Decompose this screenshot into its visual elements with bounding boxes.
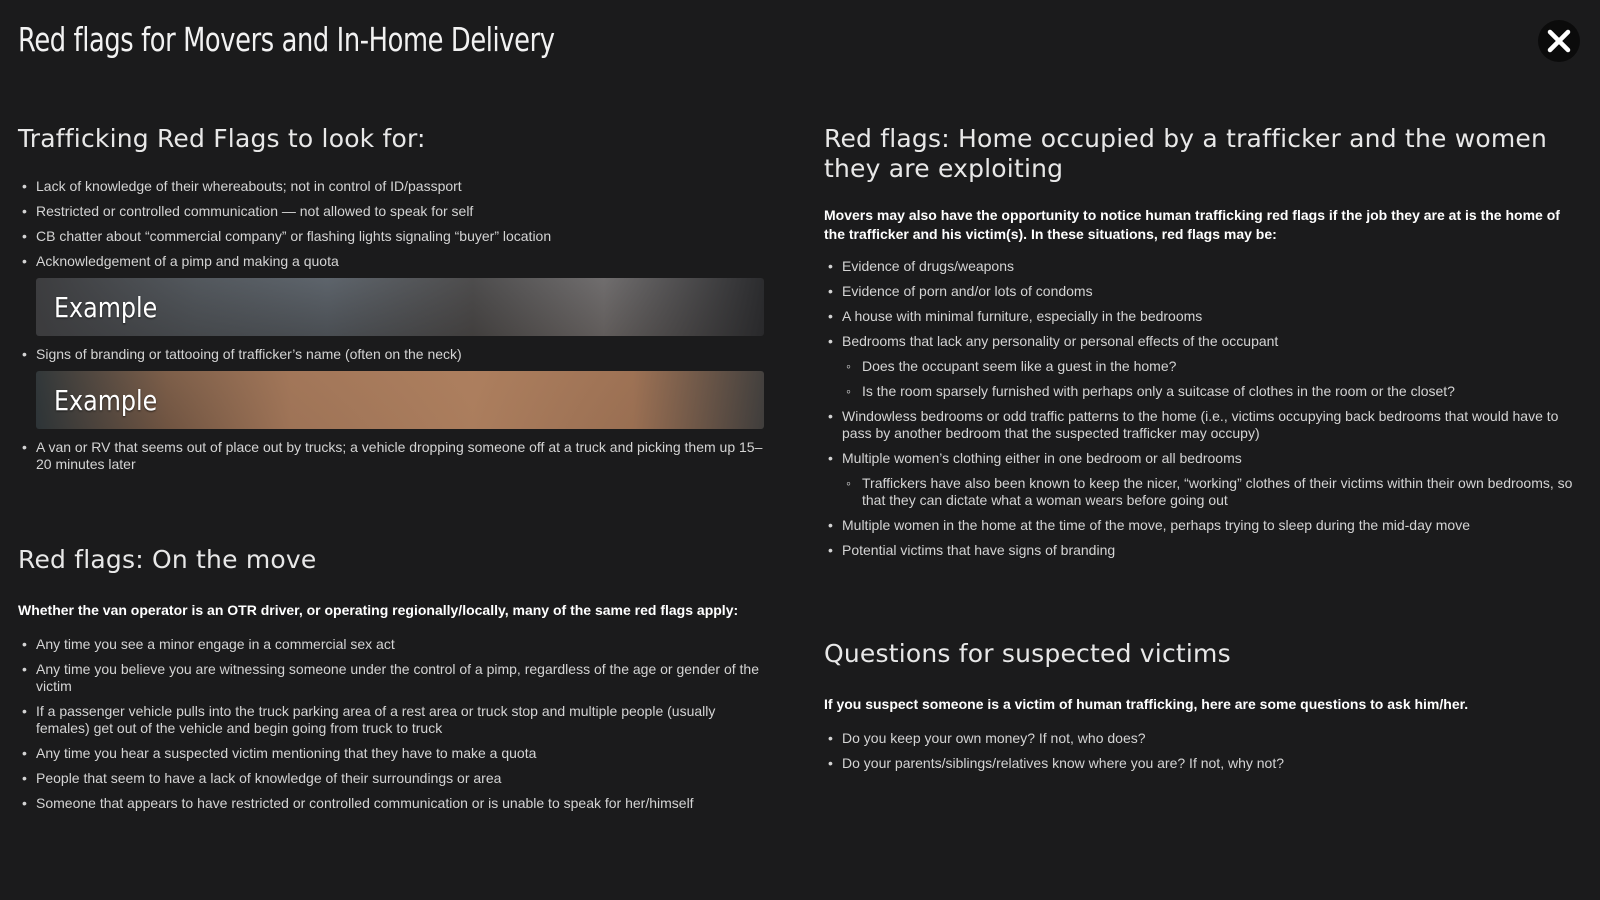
list-item: • Any time you believe you are witnessing someone under the control of a pimp, regardless of the age or gender of the victim <box>18 661 763 695</box>
on-the-move-list <box>18 636 763 812</box>
section-intro: Movers may also have the opportunity to notice human trafficking red flags if the job they are at is the home of the trafficker and his victim(s). In these situations, red flags may be: <box>824 207 1560 242</box>
list-item: • Multiple women in the home at the time of the move, perhaps trying to sleep during the mid-day move <box>824 517 1574 534</box>
sub-list-item: ◦ Does the occupant seem like a guest in the home? <box>824 358 1574 375</box>
list-item: • Lack of knowledge of their whereabouts; not in control of ID/passport <box>18 178 763 195</box>
example-label: Example <box>54 384 158 417</box>
example-banner-1[interactable] <box>36 278 764 336</box>
sub-list-item: ◦ Is the room sparsely furnished with perhaps only a suitcase of clothes in the room or the closet? <box>824 383 1574 400</box>
right-column <box>824 124 1574 780</box>
list-item: • Someone that appears to have restricted or controlled communication or is unable to speak for her/himself <box>18 795 763 812</box>
section-intro: If you suspect someone is a victim of human trafficking, here are some questions to ask him/her. <box>824 696 1469 712</box>
list-item: • Potential victims that have signs of branding <box>824 542 1574 559</box>
list-item: • Restricted or controlled communication — not allowed to speak for self <box>18 203 763 220</box>
section-heading-home-occupied: Red flags: Home occupied by a trafficker and the women they are exploiting <box>824 124 1548 183</box>
list-item: • A house with minimal furniture, especially in the bedrooms <box>824 308 1574 325</box>
section-intro: Whether the van operator is an OTR driver, or operating regionally/locally, many of the same red flags apply: <box>18 602 739 618</box>
section-heading-trafficking-red-flags: Trafficking Red Flags to look for: <box>18 124 426 153</box>
left-column <box>18 124 763 820</box>
page-title: Red flags for Movers and In-Home Delivery <box>18 20 555 59</box>
sub-list-item: ◦ Traffickers have also been known to keep the nicer, “working” clothes of their victims within their own bedrooms, so that they can dictate what a woman wears before going out <box>824 475 1574 509</box>
list-item: • Windowless bedrooms or odd traffic patterns to the home (i.e., victims occupying back bedrooms that would have to pass by another bedroom that the suspected trafficker may occupy) <box>824 408 1574 442</box>
list-item: • Do you keep your own money? If not, who does? <box>824 730 1574 747</box>
list-item: • Do your parents/siblings/relatives know where you are? If not, why not? <box>824 755 1574 772</box>
close-button[interactable] <box>1538 20 1580 62</box>
red-flags-list-2 <box>18 346 763 363</box>
red-flags-list <box>18 178 763 270</box>
section-heading-on-the-move: Red flags: On the move <box>18 545 317 574</box>
list-item: • A van or RV that seems out of place out by trucks; a vehicle dropping someone off at a truck and picking them up 15–20 minutes later <box>18 439 763 473</box>
example-label: Example <box>54 291 158 324</box>
example-banner-2[interactable] <box>36 371 764 429</box>
list-item: • Any time you see a minor engage in a commercial sex act <box>18 636 763 653</box>
close-icon <box>1538 20 1580 62</box>
list-item: • Signs of branding or tattooing of trafficker’s name (often on the neck) <box>18 346 763 363</box>
section-heading-questions: Questions for suspected victims <box>824 639 1231 668</box>
list-item: • Acknowledgement of a pimp and making a quota <box>18 253 763 270</box>
list-item: • Evidence of porn and/or lots of condoms <box>824 283 1574 300</box>
home-red-flags-list <box>824 258 1574 559</box>
list-item: • Bedrooms that lack any personality or personal effects of the occupant <box>824 333 1574 350</box>
list-item: • Evidence of drugs/weapons <box>824 258 1574 275</box>
list-item: • If a passenger vehicle pulls into the truck parking area of a rest area or truck stop and multiple people (usually females) get out of the vehicle and begin going from truck to truck <box>18 703 763 737</box>
list-item: • Any time you hear a suspected victim mentioning that they have to make a quota <box>18 745 763 762</box>
list-item: • People that seem to have a lack of knowledge of their surroundings or area <box>18 770 763 787</box>
list-item: • CB chatter about “commercial company” or flashing lights signaling “buyer” location <box>18 228 763 245</box>
questions-list <box>824 730 1574 772</box>
red-flags-list-3 <box>18 439 763 473</box>
list-item: • Multiple women’s clothing either in one bedroom or all bedrooms <box>824 450 1574 467</box>
